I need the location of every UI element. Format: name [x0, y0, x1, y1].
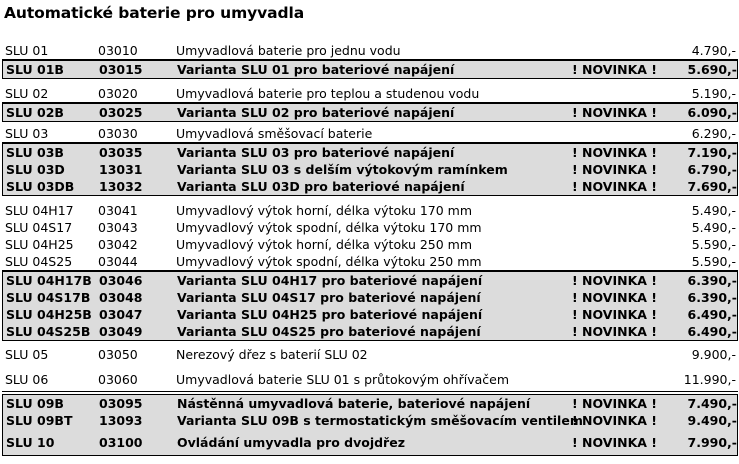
table-row	[2, 253, 738, 270]
table-row	[3, 323, 739, 340]
product-description: Umyvadlový výtok horní, délka výtoku 170 mm	[176, 203, 473, 218]
product-description: Umyvadlový výtok spodní, délka výtoku 250 mm	[176, 254, 482, 269]
order-number: 03100	[99, 435, 143, 450]
novelty-badge: ! NOVINKA !	[572, 324, 658, 339]
product-description: Varianta SLU 04H17 pro bateriové napájení	[177, 273, 483, 288]
order-number: 03050	[98, 347, 138, 362]
order-number: 03030	[98, 126, 138, 141]
product-code: SLU 09B	[6, 396, 64, 411]
order-number: 03041	[98, 203, 138, 218]
table-row	[3, 161, 739, 178]
product-description: Varianta SLU 01 pro bateriové napájení	[177, 62, 455, 77]
product-description: Umyvadlový výtok horní, délka výtoku 250 mm	[176, 237, 473, 252]
product-description: Nástěnná umyvadlová baterie, bateriové napájení	[177, 396, 531, 411]
order-number: 13031	[99, 162, 143, 177]
table-row	[3, 306, 739, 323]
novelty-badge: ! NOVINKA !	[572, 435, 658, 450]
table-row	[2, 42, 738, 59]
price: 6.290,-	[691, 126, 736, 141]
product-code: SLU 04H25	[5, 237, 74, 252]
price: 6.790,-	[687, 162, 737, 177]
product-description: Varianta SLU 03 s delším výtokovým ramínkem	[177, 162, 508, 177]
table-row	[3, 434, 739, 451]
order-number: 03046	[99, 273, 143, 288]
price: 5.590,-	[691, 254, 736, 269]
price: 7.190,-	[687, 145, 737, 160]
product-group	[2, 201, 738, 271]
product-code: SLU 04H17B	[6, 273, 92, 288]
product-description: Umyvadlová baterie pro jednu vodu	[176, 43, 401, 58]
product-description: Varianta SLU 04S17 pro bateriové napájení	[177, 290, 481, 305]
order-number: 03042	[98, 237, 138, 252]
product-description: Umyvadlová baterie pro teplou a studenou vodu	[176, 86, 480, 101]
product-description: Umyvadlový výtok spodní, délka výtoku 170 mm	[176, 220, 482, 235]
novelty-badge: ! NOVINKA !	[572, 105, 658, 120]
order-number: 03043	[98, 220, 138, 235]
price: 9.490,-	[687, 413, 737, 428]
product-group	[2, 41, 738, 60]
product-description: Umyvadlová baterie SLU 01 s průtokovým ohřívačem	[176, 372, 510, 387]
price: 6.490,-	[687, 324, 737, 339]
product-code: SLU 03D	[6, 162, 65, 177]
price: 5.490,-	[691, 220, 736, 235]
price: 5.690,-	[687, 62, 737, 77]
product-code: SLU 04H25B	[6, 307, 92, 322]
price: 9.900,-	[691, 347, 736, 362]
novelty-badge: ! NOVINKA !	[572, 62, 658, 77]
product-description: Varianta SLU 04H25 pro bateriové napájení	[177, 307, 483, 322]
order-number: 03049	[99, 324, 143, 339]
price: 5.190,-	[691, 86, 736, 101]
product-description: Varianta SLU 02 pro bateriové napájení	[177, 105, 455, 120]
product-description: Umyvadlová směšovací baterie	[176, 126, 373, 141]
table-row	[2, 125, 738, 142]
product-group	[2, 345, 738, 364]
table-row	[3, 104, 739, 121]
product-code: SLU 04S25B	[6, 324, 91, 339]
table-row	[3, 395, 739, 412]
table-row	[3, 144, 739, 161]
order-number: 03035	[99, 145, 143, 160]
product-description: Ovládání umyvadla pro dvojdřez	[177, 435, 405, 450]
product-code: SLU 10	[6, 435, 55, 450]
price: 7.490,-	[687, 396, 737, 411]
product-code: SLU 03B	[6, 145, 64, 160]
order-number: 03095	[99, 396, 143, 411]
novelty-badge: ! NOVINKA !	[572, 290, 658, 305]
price: 11.990,-	[683, 372, 736, 387]
highlighted-group	[2, 271, 738, 341]
product-group	[2, 370, 738, 392]
order-number: 13093	[99, 413, 143, 428]
order-number: 03015	[99, 62, 143, 77]
product-code: SLU 04S25	[5, 254, 73, 269]
product-group	[2, 124, 738, 143]
novelty-badge: ! NOVINKA !	[572, 179, 658, 194]
product-group	[2, 84, 738, 103]
price: 5.490,-	[691, 203, 736, 218]
table-row	[2, 236, 738, 253]
order-number: 13032	[99, 179, 143, 194]
product-code: SLU 04H17	[5, 203, 74, 218]
product-description: Varianta SLU 09B s termostatickým směšovacím ventilem	[177, 413, 583, 428]
novelty-badge: ! NOVINKA !	[572, 413, 658, 428]
price: 4.790,-	[691, 43, 736, 58]
novelty-badge: ! NOVINKA !	[572, 162, 658, 177]
table-row	[2, 202, 738, 219]
price: 7.690,-	[687, 179, 737, 194]
table-row	[2, 346, 738, 363]
product-code: SLU 02B	[6, 105, 64, 120]
order-number: 03047	[99, 307, 143, 322]
product-description: Varianta SLU 03 pro bateriové napájení	[177, 145, 455, 160]
novelty-badge: ! NOVINKA !	[572, 396, 658, 411]
table-row	[3, 412, 739, 429]
novelty-badge: ! NOVINKA !	[572, 307, 658, 322]
price: 6.090,-	[687, 105, 737, 120]
table-row	[3, 272, 739, 289]
product-code: SLU 04S17B	[6, 290, 91, 305]
table-row	[3, 178, 739, 195]
table-row	[3, 289, 739, 306]
price: 5.590,-	[691, 237, 736, 252]
novelty-badge: ! NOVINKA !	[572, 145, 658, 160]
order-number: 03060	[98, 372, 138, 387]
order-number: 03010	[98, 43, 138, 58]
product-description: Nerezový dřez s baterií SLU 02	[176, 347, 368, 362]
product-code: SLU 01B	[6, 62, 64, 77]
highlighted-group	[2, 143, 738, 196]
order-number: 03020	[98, 86, 138, 101]
price: 6.390,-	[687, 290, 737, 305]
product-code: SLU 09BT	[6, 413, 73, 428]
price: 7.990,-	[687, 435, 737, 450]
price: 6.490,-	[687, 307, 737, 322]
page-title: Automatické baterie pro umyvadla	[4, 4, 305, 22]
product-description: Varianta SLU 04S25 pro bateriové napájení	[177, 324, 481, 339]
product-code: SLU 04S17	[5, 220, 73, 235]
product-code: SLU 02	[5, 86, 49, 101]
table-row	[2, 85, 738, 102]
table-row	[3, 61, 739, 78]
price: 6.390,-	[687, 273, 737, 288]
highlighted-group	[2, 394, 738, 456]
product-code: SLU 06	[5, 372, 49, 387]
table-row	[2, 219, 738, 236]
order-number: 03048	[99, 290, 143, 305]
product-description: Varianta SLU 03D pro bateriové napájení	[177, 179, 465, 194]
novelty-badge: ! NOVINKA !	[572, 273, 658, 288]
product-code: SLU 01	[5, 43, 49, 58]
product-code: SLU 05	[5, 347, 49, 362]
product-code: SLU 03DB	[6, 179, 75, 194]
highlighted-group	[2, 60, 738, 79]
order-number: 03044	[98, 254, 138, 269]
highlighted-group	[2, 103, 738, 122]
order-number: 03025	[99, 105, 143, 120]
product-code: SLU 03	[5, 126, 49, 141]
table-row	[2, 371, 738, 388]
